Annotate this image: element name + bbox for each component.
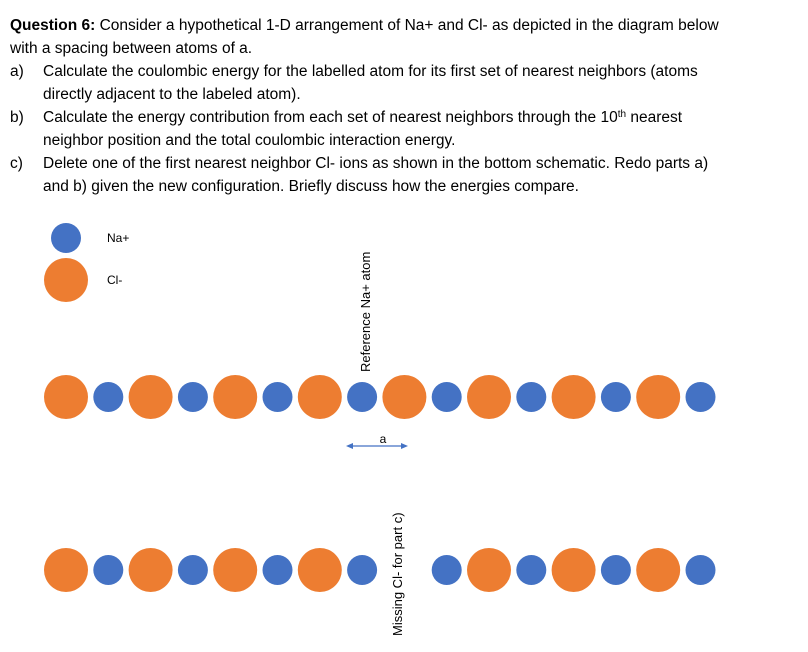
part-b-line-1-start: Calculate the energy contribution from each set of nearest neighbors through the 10 xyxy=(43,109,618,126)
top-chain-cl-ion xyxy=(467,375,511,419)
bottom-chain-cl-ion xyxy=(129,548,173,592)
bottom-chain-cl-ion xyxy=(213,548,257,592)
bottom-chain-na-ion xyxy=(263,555,293,585)
top-chain-na-ion xyxy=(686,382,716,412)
part-a-marker: a) xyxy=(10,63,24,80)
top-chain-cl-ion xyxy=(552,375,596,419)
spacing-indicator xyxy=(346,432,408,449)
legend-na-swatch xyxy=(51,223,81,253)
question-title: Question 6: xyxy=(10,17,96,34)
top-ion-chain xyxy=(44,375,716,419)
top-chain-na-ion xyxy=(601,382,631,412)
top-chain-cl-ion xyxy=(44,375,88,419)
spacing-arrow-right-head xyxy=(401,443,408,449)
bottom-chain-na-ion xyxy=(516,555,546,585)
legend xyxy=(44,223,129,302)
bottom-chain-cl-ion xyxy=(298,548,342,592)
bottom-chain-na-ion xyxy=(432,555,462,585)
bottom-chain-cl-ion xyxy=(552,548,596,592)
part-b-line-2: neighbor position and the total coulombic interaction energy. xyxy=(43,132,456,149)
question-intro-text: Consider a hypothetical 1-D arrangement of Na+ and Cl- as depicted in the diagram below xyxy=(99,17,719,34)
bottom-chain-na-ion xyxy=(93,555,123,585)
spacing-arrow-left-head xyxy=(346,443,353,449)
question-intro-line-2: with a spacing between atoms of a. xyxy=(10,40,253,57)
top-chain-na-ion xyxy=(93,382,123,412)
part-c-line-2: and b) given the new configuration. Briefly discuss how the energies compare. xyxy=(43,178,579,195)
bottom-chain-na-ion xyxy=(686,555,716,585)
bottom-chain-cl-ion xyxy=(467,548,511,592)
top-chain-na-ion xyxy=(347,382,377,412)
missing-cl-label: Missing Cl- for part c) xyxy=(390,512,405,636)
top-chain-cl-ion xyxy=(213,375,257,419)
part-c-marker: c) xyxy=(10,155,23,172)
top-chain-cl-ion xyxy=(636,375,680,419)
part-a-line-2: directly adjacent to the labeled atom). xyxy=(43,86,301,103)
bottom-chain-na-ion xyxy=(178,555,208,585)
legend-cl-swatch xyxy=(44,258,88,302)
top-chain-na-ion xyxy=(263,382,293,412)
top-chain-cl-ion xyxy=(382,375,426,419)
part-b-superscript: th xyxy=(617,109,627,120)
top-chain-cl-ion xyxy=(129,375,173,419)
top-chain-cl-ion xyxy=(298,375,342,419)
top-chain-na-ion xyxy=(178,382,208,412)
top-chain-na-ion xyxy=(516,382,546,412)
legend-na-label: Na+ xyxy=(107,231,130,245)
bottom-chain-cl-ion xyxy=(636,548,680,592)
bottom-chain-cl-ion xyxy=(44,548,88,592)
bottom-chain-na-ion xyxy=(601,555,631,585)
reference-atom-label: Reference Na+ atom xyxy=(358,251,373,372)
bottom-ion-chain xyxy=(44,548,716,592)
part-b-marker: b) xyxy=(10,109,24,126)
bottom-chain-na-ion xyxy=(347,555,377,585)
part-a-line-1: Calculate the coulombic energy for the labelled atom for its first set of nearest neighbors (atoms xyxy=(43,63,698,80)
top-chain-na-ion xyxy=(432,382,462,412)
part-c-line-1: Delete one of the first nearest neighbor Cl- ions as shown in the bottom schematic. Redo parts a) xyxy=(43,155,709,172)
legend-cl-label: Cl- xyxy=(107,273,123,287)
spacing-label: a xyxy=(379,432,387,446)
part-b-line-1-end: nearest xyxy=(626,109,683,126)
